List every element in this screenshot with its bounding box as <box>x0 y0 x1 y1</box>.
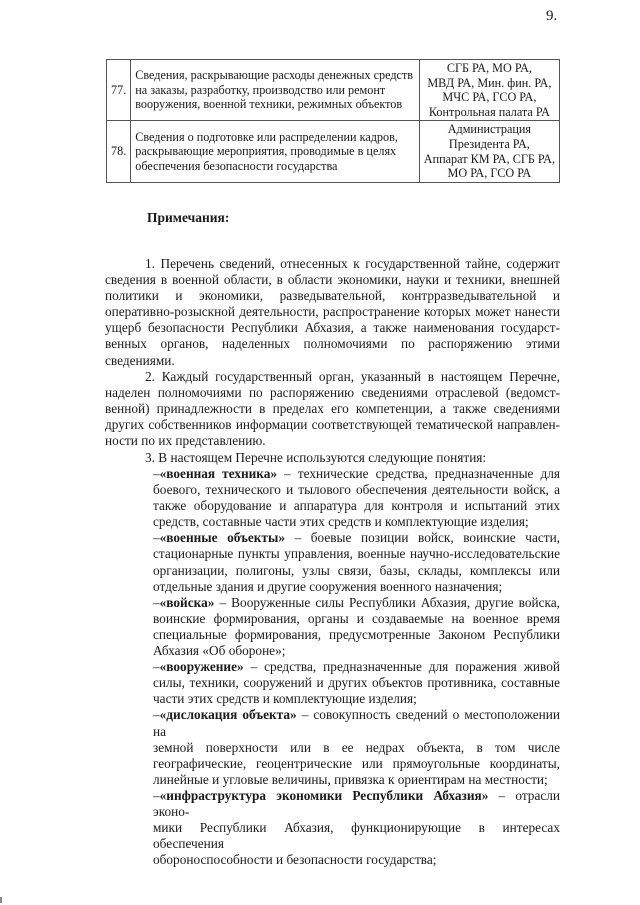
text-line: других собственников информации соответствующей тематической направлен- <box>105 417 560 433</box>
description-line: Сведения, раскрывающие расходы денежных средств <box>135 68 414 83</box>
scan-artifact <box>0 897 2 903</box>
text-line: стационарные пункты управления, военные научно-исследовательские <box>153 546 560 562</box>
authority-line: Контрольная палата РА <box>428 104 550 119</box>
definition-object-dislocation <box>153 707 560 787</box>
dash: – <box>153 466 160 481</box>
description-line: обеспечения безопасности государства <box>135 158 338 173</box>
notes-heading: Примечания: <box>147 210 230 225</box>
definition-term: «инфраструктура экономики Республики Абхазия» <box>159 787 489 803</box>
row-description <box>131 121 420 182</box>
definition-term: «военные объекты» <box>159 530 285 546</box>
table-row <box>107 121 560 182</box>
text-line: – Вооруженные силы Республики Абхазия, другие войска, <box>214 594 560 610</box>
text-line: обороноспособности и безопасности государства; <box>153 852 437 868</box>
row-authorities <box>419 60 559 121</box>
text-line: организации, полигоны, узлы связи, базы, склады, комплексы или <box>153 562 560 578</box>
secrets-table <box>106 59 560 183</box>
text-line: воинские формирования, органы и создаваемые на военное время <box>153 610 560 626</box>
text-line: линейные и угловые величины, привязка к ориентирам на местности; <box>153 771 548 787</box>
dash: – <box>153 659 160 675</box>
text-line: земной поверхности или в ее недрах объекта, в том числе <box>153 739 560 755</box>
authority-line: Президента РА, <box>448 136 530 151</box>
text-line: 3. В настоящем Перечне используются следующие понятия: <box>145 450 487 465</box>
description-line: вооружения, военной техники, режимных объектов <box>135 97 403 112</box>
authority-line: МВД РА, Мин. фин. РА, <box>427 75 552 90</box>
row-description <box>131 60 420 121</box>
text-line: – отрасли эконо- <box>153 787 561 819</box>
definition-economic-infrastructure <box>153 788 560 868</box>
authority-line: МЧС РА, ГСО РА, <box>442 90 537 105</box>
dash: – <box>153 707 160 723</box>
authority-line: Администрация <box>447 122 532 137</box>
text-line: политики и экономики, разведывательной, контрразведывательной и <box>105 288 560 304</box>
text-line: 2. Каждый государственный орган, указанный в настоящем Перечне, <box>145 369 560 384</box>
text-line: – средства, предназначенные для поражения живой <box>243 659 560 675</box>
text-line: отдельные здания и другие сооружения военного назначения; <box>153 578 503 594</box>
text-line: 1. Перечень сведений, отнесенных к государственной тайне, содержит <box>145 256 560 271</box>
table-row <box>107 60 560 121</box>
description-line: на заказы, разработку, производство или ремонт <box>135 82 386 97</box>
description-line: Сведения о подготовке или распределении кадров, <box>135 129 398 144</box>
definition-term: «вооружение» <box>159 659 244 675</box>
text-line: силы, техники, сооружений и других объектов противника, составные <box>153 675 560 691</box>
text-line: боевого, технического и тылового обеспечения деятельности войск, а <box>153 482 560 498</box>
definition-term: «военная техника» <box>159 466 278 481</box>
text-line: сведения в военной области, в области экономики, науки и техники, внешней <box>105 272 560 288</box>
dash: – <box>153 787 160 803</box>
dash: – <box>153 530 160 546</box>
text-line: ущерб безопасности Республики Абхазия, а также наименования государст- <box>105 320 560 336</box>
definition-troops <box>153 595 560 659</box>
text-line: географические, геоцентрические или прямоугольные координаты, <box>153 755 560 771</box>
text-line: сведениями. <box>105 352 175 368</box>
row-number: 77. <box>107 60 131 121</box>
text-line: оперативно-розыскной деятельности, распространение которых может нанести <box>105 304 560 320</box>
dash: – <box>153 594 160 610</box>
definition-armament <box>153 659 560 707</box>
definition-military-objects <box>153 530 560 594</box>
text-line: наделен полномочиями по распоряжению сведениями отраслевой (ведомст- <box>105 385 560 401</box>
definition-military-equipment <box>153 466 560 530</box>
authority-line: МО РА, ГСО РА <box>447 166 532 181</box>
authority-line: СГБ РА, МО РА, <box>446 61 532 75</box>
text-line: – технические средства, предназначенные для <box>277 466 560 481</box>
row-number: 78. <box>107 121 131 182</box>
definitions-list <box>153 466 560 868</box>
text-line: специальные формирования, предусмотренные Законом Республики <box>153 626 560 642</box>
text-line: Абхазия «Об обороне»; <box>153 643 286 659</box>
description-line: раскрывающие мероприятия, проводимые в целях <box>135 144 397 159</box>
note-paragraph-2 <box>105 369 560 449</box>
text-line: мики Республики Абхазия, функционирующие в интересах обеспечения <box>153 820 560 852</box>
row-authorities <box>419 121 559 182</box>
text-line: также оборудование и аппаратура для контроля и испытаний этих <box>153 498 560 514</box>
text-line: венной) принадлежности в пределах его компетенции, а также сведениями <box>105 401 560 417</box>
text-line: венных органов, наделенных полномочиями по распоряжению этими <box>105 336 560 352</box>
definition-term: «дислокация объекта» <box>159 707 297 723</box>
note-paragraph-3 <box>105 450 560 466</box>
page-number: 9. <box>546 8 558 24</box>
text-line: – совокупность сведений о местоположении на <box>153 707 560 739</box>
text-line: средств, составные части этих средств и комплектующие изделия; <box>153 514 529 530</box>
note-paragraph-1 <box>105 256 560 369</box>
text-line: части этих средств и комплектующие изделия; <box>153 691 417 707</box>
text-line: ности по их представлению. <box>105 433 266 449</box>
authority-line: Аппарат КМ РА, СГБ РА, <box>423 151 555 166</box>
definition-term: «войска» <box>159 594 215 610</box>
text-line: – боевые позиции войск, воинские части, <box>284 530 561 546</box>
